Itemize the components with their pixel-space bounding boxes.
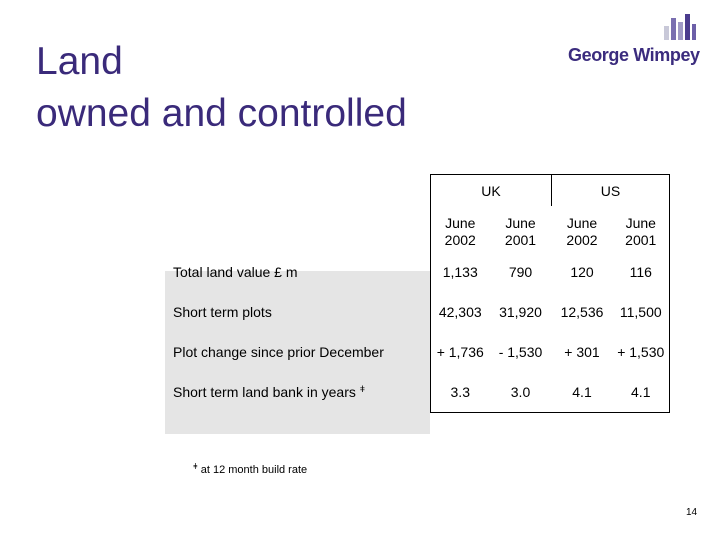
table-cell: 3.0 — [490, 372, 552, 413]
page-number: 14 — [686, 507, 698, 518]
footnote-text: at 12 month build rate — [200, 464, 308, 476]
row-label: Total land value £ m — [173, 264, 298, 280]
group-header-us: US — [552, 175, 670, 207]
table-cell: 31,920 — [490, 292, 552, 332]
table-cell: 3.3 — [431, 372, 490, 413]
subheader-uk-2002: June 2002 — [431, 212, 490, 252]
table-cell: 11,500 — [613, 292, 670, 332]
table-cell: 12,536 — [552, 292, 613, 332]
page-title — [36, 36, 407, 140]
logo-bar — [685, 14, 690, 40]
subheader-us-2001: June 2001 — [613, 212, 670, 252]
table-cell: 42,303 — [431, 292, 490, 332]
row-label: Plot change since prior December — [173, 344, 384, 360]
land-table — [165, 174, 670, 413]
table-cell: 1,133 — [431, 252, 490, 292]
footnote — [193, 464, 307, 476]
group-header-row — [165, 175, 670, 207]
table-cell: 4.1 — [552, 372, 613, 413]
logo-bar — [678, 22, 683, 40]
company-logo — [568, 20, 700, 68]
table-row — [165, 332, 670, 372]
footnote-marker: ǂ — [193, 462, 198, 471]
row-label: Short term plots — [173, 304, 272, 320]
footnote-marker: ǂ — [359, 384, 366, 395]
table-row — [165, 252, 670, 292]
title-line-1: Land — [36, 40, 123, 83]
table-cell: - 1,530 — [490, 332, 552, 372]
subheader-us-2002: June 2002 — [552, 212, 613, 252]
table-cell: + 301 — [552, 332, 613, 372]
table-row — [165, 372, 670, 413]
group-header-uk: UK — [431, 175, 552, 207]
table-cell: 4.1 — [613, 372, 670, 413]
title-line-2: owned and controlled — [36, 92, 407, 135]
table-cell: 790 — [490, 252, 552, 292]
logo-text: George Wimpey — [568, 45, 700, 65]
table-cell: 120 — [552, 252, 613, 292]
row-label: Short term land bank in years $^ǂ$ — [173, 384, 366, 401]
table-cell: + 1,530 — [613, 332, 670, 372]
subheader-uk-2001: June 2001 — [490, 212, 552, 252]
logo-bar — [671, 18, 676, 40]
table-row — [165, 292, 670, 332]
table-cell: + 1,736 — [431, 332, 490, 372]
logo-bar — [664, 26, 669, 40]
table-cell: 116 — [613, 252, 670, 292]
logo-bar — [692, 24, 696, 40]
subheader-row — [165, 212, 670, 252]
